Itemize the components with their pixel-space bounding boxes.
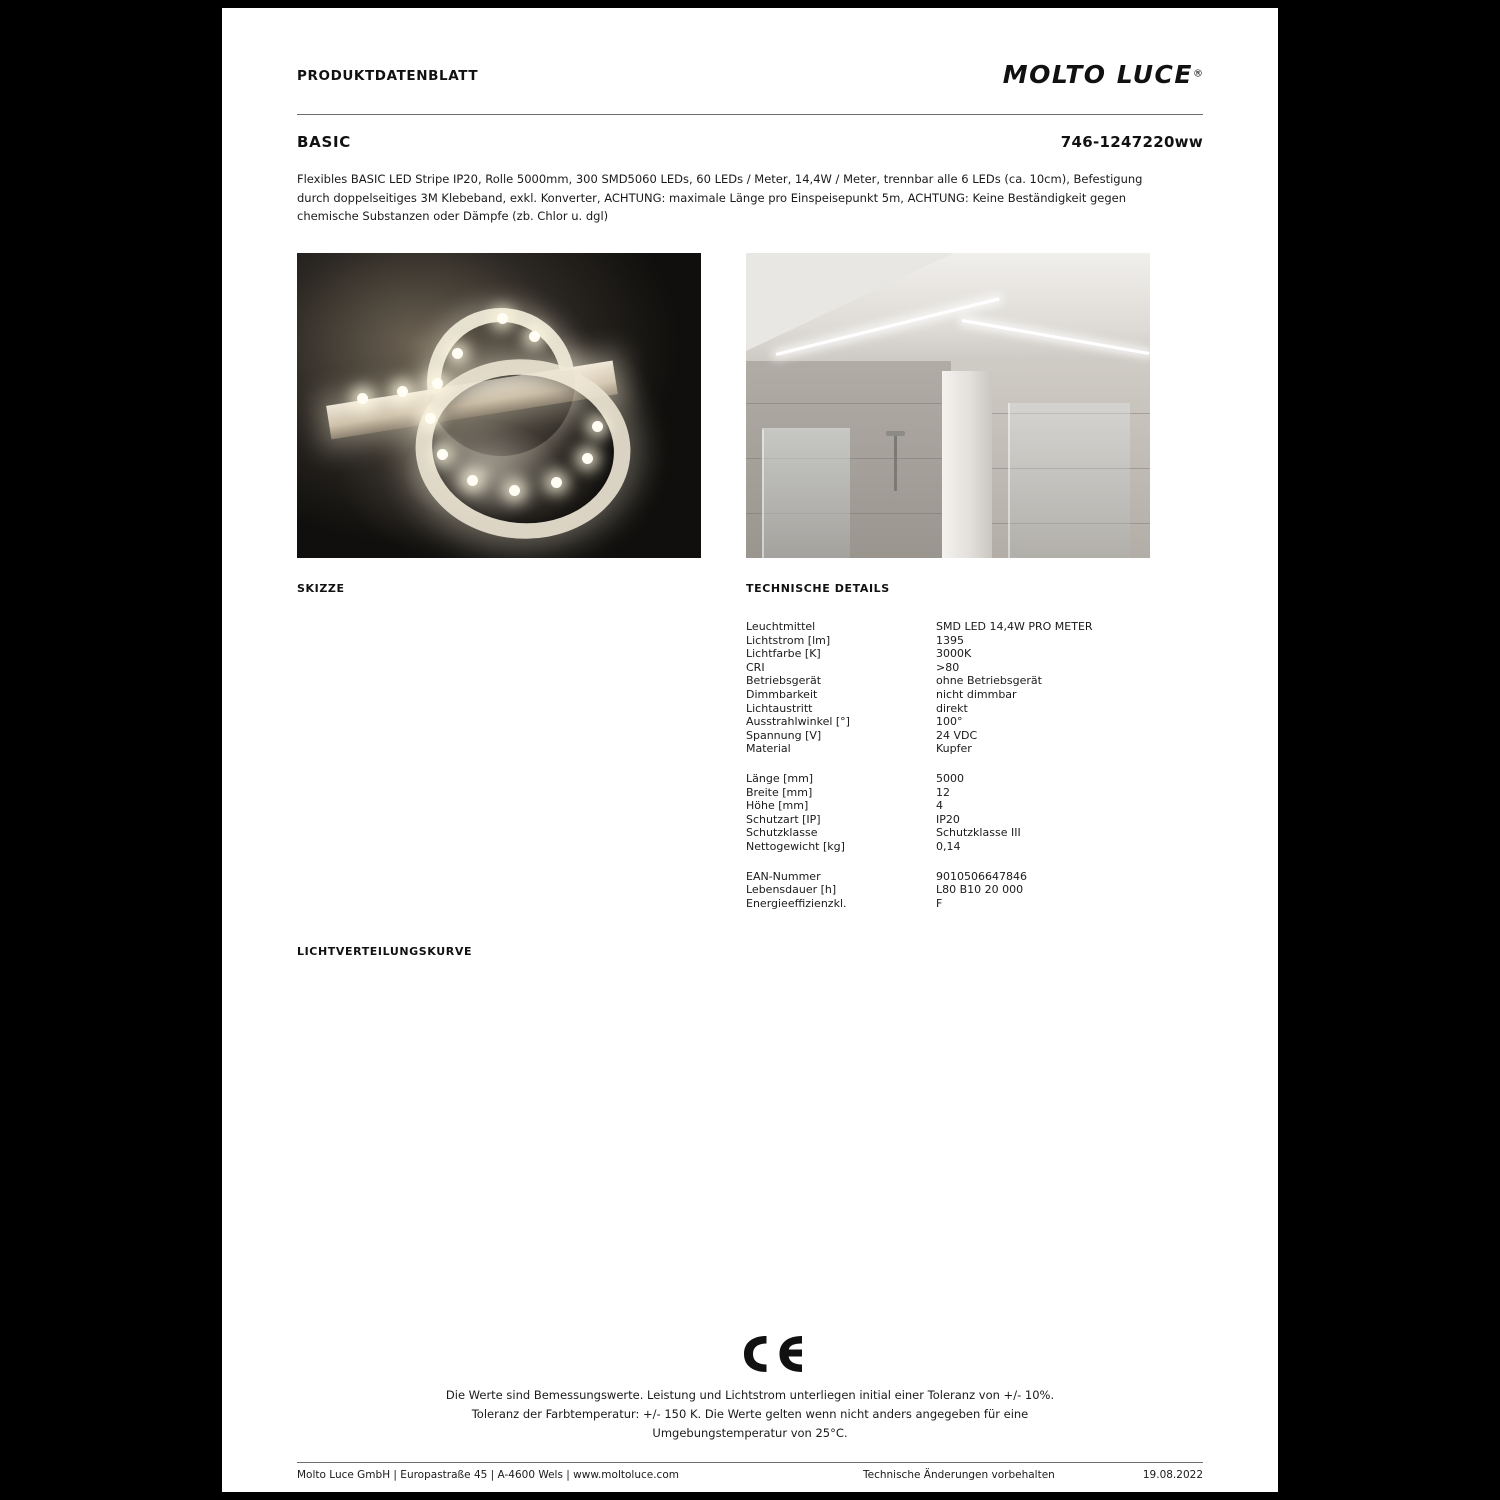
product-photo bbox=[297, 253, 701, 558]
footer-divider bbox=[297, 1462, 1203, 1463]
table-row bbox=[746, 688, 1176, 702]
tech-value: Kupfer bbox=[936, 742, 972, 756]
tech-value: 3000K bbox=[936, 647, 972, 661]
tech-value: Schutzklasse III bbox=[936, 826, 1021, 840]
shower-glass-panel bbox=[762, 428, 850, 558]
footnote bbox=[297, 1386, 1203, 1443]
tech-key: Länge [mm] bbox=[746, 771, 814, 785]
led-dot bbox=[357, 393, 368, 404]
tech-key: Höhe [mm] bbox=[746, 799, 809, 813]
product-code: 746-1247220ww bbox=[1060, 133, 1203, 151]
wall-column bbox=[942, 371, 992, 558]
tech-key: Breite [mm] bbox=[746, 785, 813, 799]
table-row bbox=[746, 742, 1176, 756]
tech-value: direkt bbox=[936, 701, 968, 715]
tech-value: ohne Betriebsgerät bbox=[936, 674, 1042, 688]
product-description: Flexibles BASIC LED Stripe IP20, Rolle 5000mm, 300 SMD5060 LEDs, 60 LEDs / Meter, 14,4W / Meter, trennbar alle 6 LEDs (ca. 10cm), Befestigung durch doppelseitiges 3M Klebeband, exkl. Konverter, ACHTUNG: maximale Länge pro Einspeisepunkt 5m, ACHTUNG: Keine Beständigkeit gegen chemische Substanzen oder Dämpfe (zb. Chlor u. dgl) bbox=[297, 172, 1143, 223]
tech-key: Lichtstrom [lm] bbox=[746, 633, 831, 647]
footer-company-info: Molto Luce GmbH | Europastraße 45 | A-4600 Wels | www.moltoluce.com bbox=[297, 1469, 679, 1481]
tech-value: nicht dimmbar bbox=[936, 687, 1017, 701]
tech-key: Material bbox=[746, 742, 791, 756]
footer-date: 19.08.2022 bbox=[1142, 1469, 1203, 1481]
tech-key: Dimmbarkeit bbox=[746, 687, 818, 701]
led-dot bbox=[551, 477, 562, 488]
table-group-gap bbox=[746, 756, 1176, 772]
table-row bbox=[746, 661, 1176, 675]
tech-key: Lebensdauer [h] bbox=[746, 883, 837, 897]
page-content bbox=[297, 8, 1203, 1492]
table-row bbox=[746, 883, 1176, 897]
table-row bbox=[746, 702, 1176, 716]
table-row bbox=[746, 647, 1176, 661]
tech-value: L80 B10 20 000 bbox=[936, 883, 1024, 897]
table-row bbox=[746, 870, 1176, 884]
tech-group-2 bbox=[746, 772, 1176, 854]
tech-key: Leuchtmittel bbox=[746, 620, 816, 633]
brand-logo bbox=[1003, 60, 1203, 89]
tech-key: Ausstrahlwinkel [°] bbox=[746, 715, 850, 729]
tech-value: 12 bbox=[936, 785, 950, 799]
led-dot bbox=[529, 331, 540, 342]
tech-key: Lichtaustritt bbox=[746, 701, 813, 715]
table-row bbox=[746, 715, 1176, 729]
table-row bbox=[746, 729, 1176, 743]
table-group-gap bbox=[746, 854, 1176, 870]
tech-key: Schutzklasse bbox=[746, 826, 818, 840]
table-row bbox=[746, 786, 1176, 800]
tech-value: 9010506647846 bbox=[936, 869, 1027, 883]
table-row bbox=[746, 772, 1176, 786]
shower-pipe bbox=[894, 435, 897, 491]
tech-value: >80 bbox=[936, 660, 960, 674]
technical-details-table bbox=[746, 620, 1176, 910]
tech-key: Schutzart [IP] bbox=[746, 812, 821, 826]
datasheet-page bbox=[222, 8, 1278, 1492]
table-row bbox=[746, 674, 1176, 688]
tech-key: Lichtfarbe [K] bbox=[746, 647, 821, 661]
led-dot bbox=[397, 386, 408, 397]
tech-value: 1395 bbox=[936, 633, 964, 647]
led-dot bbox=[437, 449, 448, 460]
application-photo bbox=[746, 253, 1150, 558]
tech-value: 4 bbox=[936, 799, 943, 813]
led-dot bbox=[432, 378, 443, 389]
page-header bbox=[297, 60, 1203, 115]
product-name: BASIC bbox=[297, 133, 351, 151]
section-label-skizze: SKIZZE bbox=[297, 582, 345, 595]
led-dot bbox=[452, 348, 463, 359]
led-dot bbox=[509, 485, 520, 496]
table-row bbox=[746, 826, 1176, 840]
led-dot bbox=[425, 413, 436, 424]
section-label-technische-details: TECHNISCHE DETAILS bbox=[746, 582, 890, 595]
tech-group-1 bbox=[746, 620, 1176, 756]
tech-value: SMD LED 14,4W PRO METER bbox=[936, 620, 1093, 633]
tech-key: Nettogewicht [kg] bbox=[746, 839, 845, 853]
table-row bbox=[746, 813, 1176, 827]
tech-value: F bbox=[936, 896, 943, 910]
footnote-line-2: Toleranz der Farbtemperatur: +/- 150 K. Die Werte gelten wenn nicht anders angegeben für eine bbox=[471, 1407, 1029, 1421]
tech-key: EAN-Nummer bbox=[746, 869, 821, 883]
tile-line bbox=[746, 403, 951, 404]
led-dot bbox=[497, 313, 508, 324]
brand-logo-text: MOLTO LUCE bbox=[1002, 60, 1193, 89]
led-dot bbox=[582, 453, 593, 464]
table-row bbox=[746, 634, 1176, 648]
shower-glass-panel bbox=[1008, 403, 1130, 558]
page-footer bbox=[297, 1469, 1203, 1489]
table-row bbox=[746, 897, 1176, 911]
led-dot bbox=[592, 421, 603, 432]
tech-value: IP20 bbox=[936, 812, 960, 826]
tech-value: 100° bbox=[936, 715, 963, 729]
tech-key: Spannung [V] bbox=[746, 728, 822, 742]
footnote-line-3: Umgebungstemperatur von 25°C. bbox=[652, 1426, 848, 1440]
tech-key: Betriebsgerät bbox=[746, 674, 822, 688]
document-type-title: PRODUKTDATENBLATT bbox=[297, 68, 479, 84]
table-row bbox=[746, 620, 1176, 634]
tech-group-3 bbox=[746, 870, 1176, 911]
table-row bbox=[746, 799, 1176, 813]
shower-head bbox=[886, 431, 905, 436]
brand-registered-mark: ® bbox=[1193, 68, 1203, 80]
footer-disclaimer: Technische Änderungen vorbehalten bbox=[863, 1469, 1055, 1481]
tech-key: Energieeffizienzkl. bbox=[746, 896, 847, 910]
tech-value: 0,14 bbox=[936, 839, 961, 853]
section-label-lichtverteilungskurve: LICHTVERTEILUNGSKURVE bbox=[297, 945, 473, 958]
footnote-line-1: Die Werte sind Bemessungswerte. Leistung und Lichtstrom unterliegen initial einer Toleranz von +/- 10%. bbox=[445, 1388, 1055, 1402]
table-row bbox=[746, 840, 1176, 854]
ce-mark-icon bbox=[738, 1330, 808, 1378]
tech-value: 5000 bbox=[936, 771, 964, 785]
led-dot bbox=[467, 475, 478, 486]
tech-value: 24 VDC bbox=[936, 728, 978, 742]
tech-key: CRI bbox=[746, 660, 765, 674]
